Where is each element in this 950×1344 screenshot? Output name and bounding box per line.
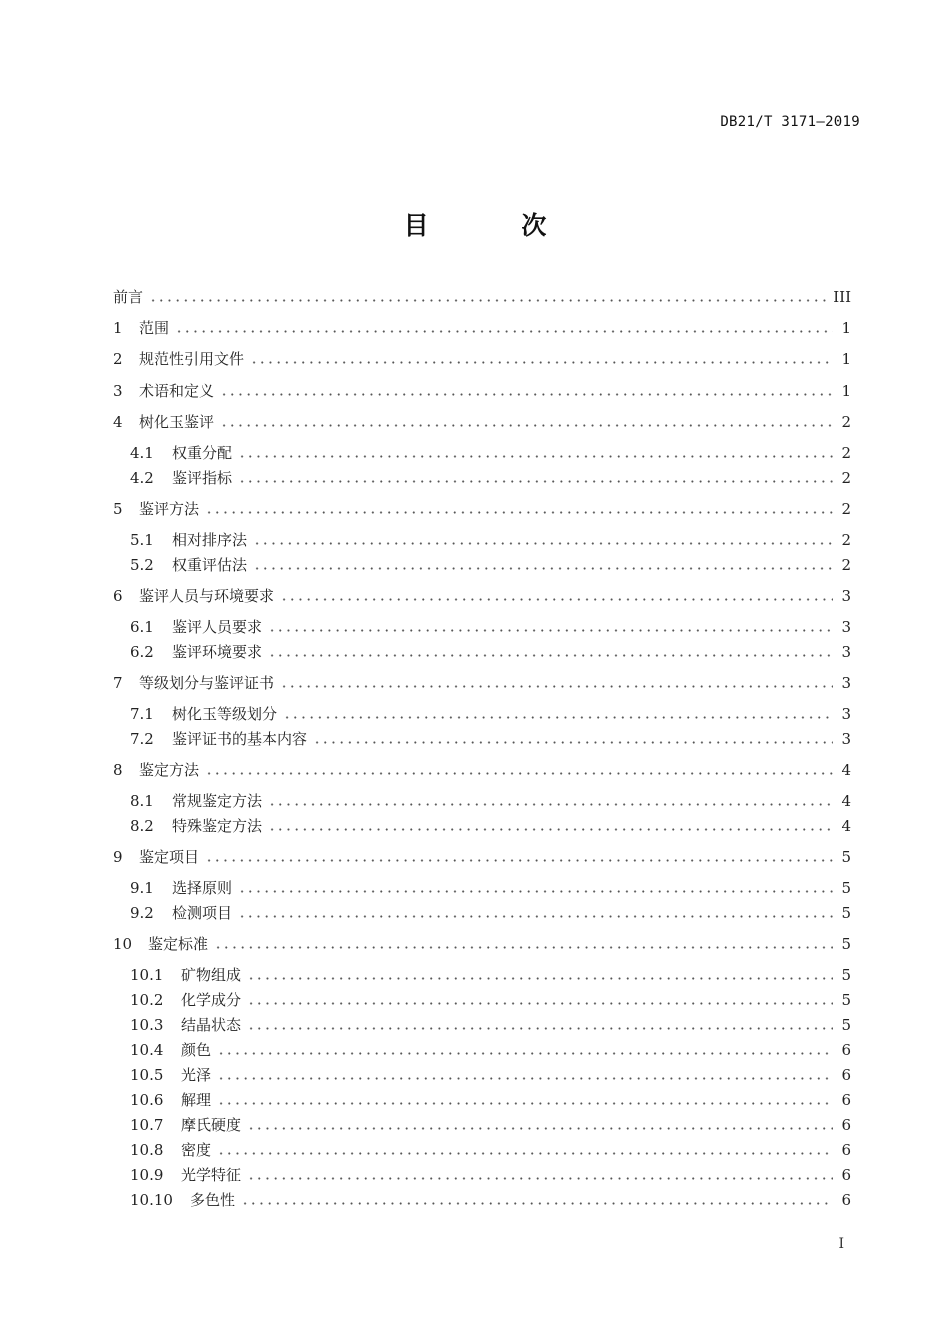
toc-entry-page: 5 <box>841 966 851 984</box>
toc-entry-page: 5 <box>841 848 851 866</box>
toc-entry-page: 4 <box>841 792 851 810</box>
toc-entry-number: 7.1 <box>130 705 154 723</box>
toc-dot-leader <box>247 1027 833 1030</box>
toc-dot-leader <box>268 828 833 831</box>
page-number: I <box>838 1236 844 1252</box>
toc-dot-leader <box>205 772 833 775</box>
toc-entry[interactable] <box>113 902 851 924</box>
toc-entry-page: 5 <box>841 879 851 897</box>
toc-entry[interactable] <box>113 1114 851 1136</box>
toc-dot-leader <box>253 542 833 545</box>
toc-entry-label: 鉴定方法 <box>139 761 200 779</box>
toc-entry-label: 多色性 <box>190 1191 236 1209</box>
toc-entry-label: 常规鉴定方法 <box>172 792 263 810</box>
toc-dot-leader <box>247 1177 833 1180</box>
toc-dot-leader <box>268 629 833 632</box>
toc-entry[interactable] <box>113 877 851 899</box>
toc-entry[interactable] <box>113 1139 851 1161</box>
toc-dot-leader <box>220 424 833 427</box>
toc-entry[interactable] <box>113 585 851 607</box>
toc-entry-number: 10.10 <box>130 1191 173 1209</box>
toc-entry-label: 结晶状态 <box>181 1016 242 1034</box>
toc-entry[interactable] <box>113 759 851 781</box>
toc-dot-leader <box>214 946 833 949</box>
toc-dot-leader <box>253 567 833 570</box>
toc-entry-label: 鉴评指标 <box>172 469 233 487</box>
toc-entry-label: 选择原则 <box>172 879 233 897</box>
toc-entry-page: 6 <box>841 1116 851 1134</box>
toc-entry-number: 8 <box>113 761 123 779</box>
toc-dot-leader <box>217 1052 833 1055</box>
toc-entry-number: 10.5 <box>130 1066 164 1084</box>
toc-entry-page: 2 <box>841 444 851 462</box>
toc-entry-page: 6 <box>841 1066 851 1084</box>
toc-entry-number: 10.8 <box>130 1141 164 1159</box>
toc-entry-label: 术语和定义 <box>139 382 215 400</box>
toc-entry-number: 3 <box>113 382 123 400</box>
toc-entry[interactable] <box>113 529 851 551</box>
toc-entry-label: 树化玉等级划分 <box>172 705 278 723</box>
toc-entry-label: 鉴评人员要求 <box>172 618 263 636</box>
toc-entry-label: 光泽 <box>181 1066 212 1084</box>
toc-entry-number: 5.2 <box>130 556 154 574</box>
toc-entry[interactable] <box>113 815 851 837</box>
document-code: DB21/T 3171—2019 <box>720 114 860 130</box>
toc-entry-page: 5 <box>841 935 851 953</box>
toc-entry-number: 10.4 <box>130 1041 164 1059</box>
toc-entry[interactable] <box>113 1164 851 1186</box>
toc-entry[interactable] <box>113 1189 851 1211</box>
toc-entry-label: 鉴定标准 <box>148 935 209 953</box>
toc-entry-label: 特殊鉴定方法 <box>172 817 263 835</box>
toc-entry-label: 权重评估法 <box>172 556 248 574</box>
toc-entry-number: 10 <box>113 935 133 953</box>
toc-entry[interactable] <box>113 1014 851 1036</box>
toc-entry-page: 2 <box>841 413 851 431</box>
toc-entry-label: 鉴定项目 <box>139 848 200 866</box>
toc-entry[interactable] <box>113 1039 851 1061</box>
toc-entry-number: 9.2 <box>130 904 154 922</box>
toc-dot-leader <box>283 716 833 719</box>
toc-entry-number: 4 <box>113 413 123 431</box>
toc-dot-leader <box>238 455 833 458</box>
toc-entry-number: 4.2 <box>130 469 154 487</box>
toc-dot-leader <box>205 511 833 514</box>
toc-entry-page: 3 <box>841 674 851 692</box>
toc-dot-leader <box>268 654 833 657</box>
toc-entry[interactable] <box>113 1064 851 1086</box>
toc-entry-number: 7.2 <box>130 730 154 748</box>
toc-entry-number: 9 <box>113 848 123 866</box>
toc-entry[interactable] <box>113 616 851 638</box>
toc-entry-page: 6 <box>841 1091 851 1109</box>
toc-entry-label: 检测项目 <box>172 904 233 922</box>
toc-dot-leader <box>268 803 833 806</box>
toc-entry-number: 6 <box>113 587 123 605</box>
toc-entry-page: 6 <box>841 1166 851 1184</box>
toc-entry[interactable] <box>113 498 851 520</box>
toc-entry[interactable] <box>113 641 851 663</box>
toc-dot-leader <box>247 977 833 980</box>
toc-entry-number: 8.1 <box>130 792 154 810</box>
toc-entry-number: 4.1 <box>130 444 154 462</box>
toc-entry-page: 5 <box>841 1016 851 1034</box>
toc-entry-label: 鉴评证书的基本内容 <box>172 730 308 748</box>
toc-entry-number: 6.1 <box>130 618 154 636</box>
toc-entry[interactable] <box>113 467 851 489</box>
toc-entry[interactable] <box>113 846 851 868</box>
toc-entry-label: 矿物组成 <box>181 966 242 984</box>
toc-entry[interactable] <box>113 1089 851 1111</box>
toc-dot-leader <box>238 890 833 893</box>
toc-entry-number: 10.7 <box>130 1116 164 1134</box>
toc-entry-page: 1 <box>841 319 851 337</box>
toc-entry-number: 9.1 <box>130 879 154 897</box>
toc-entry-page: 3 <box>841 587 851 605</box>
toc-entry[interactable] <box>113 286 851 308</box>
toc-entry-page: 6 <box>841 1041 851 1059</box>
toc-entry[interactable] <box>113 348 851 370</box>
toc-dot-leader <box>220 393 833 396</box>
toc-entry-page: 6 <box>841 1191 851 1209</box>
toc-entry-label: 树化玉鉴评 <box>139 413 215 431</box>
toc-dot-leader <box>217 1102 833 1105</box>
toc-entry-page: 4 <box>841 817 851 835</box>
toc-entry[interactable] <box>113 442 851 464</box>
toc-entry-page: III <box>833 288 851 306</box>
toc-entry[interactable] <box>113 411 851 433</box>
toc-entry-page: 6 <box>841 1141 851 1159</box>
toc-entry-page: 2 <box>841 556 851 574</box>
toc-dot-leader <box>149 299 827 302</box>
toc-entry[interactable] <box>113 672 851 694</box>
toc-entry-page: 2 <box>841 469 851 487</box>
toc-entry-label: 密度 <box>181 1141 212 1159</box>
toc-dot-leader <box>175 330 833 333</box>
toc-entry-label: 摩氏硬度 <box>181 1116 242 1134</box>
toc-entry-label: 范围 <box>139 319 170 337</box>
toc-dot-leader <box>217 1152 833 1155</box>
toc-dot-leader <box>238 915 833 918</box>
toc-entry-page: 1 <box>841 350 851 368</box>
toc-entry-label: 权重分配 <box>172 444 233 462</box>
toc-entry-label: 鉴评人员与环境要求 <box>139 587 275 605</box>
toc-entry-page: 3 <box>841 643 851 661</box>
toc-entry-number: 10.6 <box>130 1091 164 1109</box>
toc-entry-label: 规范性引用文件 <box>139 350 245 368</box>
toc-dot-leader <box>217 1077 833 1080</box>
toc-entry-number: 1 <box>113 319 123 337</box>
toc-entry-page: 3 <box>841 618 851 636</box>
toc-dot-leader <box>205 859 833 862</box>
toc-entry-page: 2 <box>841 531 851 549</box>
toc-entry-page: 5 <box>841 991 851 1009</box>
toc-entry[interactable] <box>113 703 851 725</box>
toc-entry-number: 8.2 <box>130 817 154 835</box>
toc-dot-leader <box>280 598 833 601</box>
toc-entry-number: 7 <box>113 674 123 692</box>
toc-entry-page: 3 <box>841 730 851 748</box>
toc-entry[interactable] <box>113 380 851 402</box>
toc-entry-label: 光学特征 <box>181 1166 242 1184</box>
toc-entry[interactable] <box>113 317 851 339</box>
toc-entry-page: 1 <box>841 382 851 400</box>
toc-dot-leader <box>241 1202 833 1205</box>
toc-entry-page: 5 <box>841 904 851 922</box>
toc-entry-page: 3 <box>841 705 851 723</box>
toc-entry-number: 10.9 <box>130 1166 164 1184</box>
toc-entry-page: 4 <box>841 761 851 779</box>
toc-dot-leader <box>238 480 833 483</box>
toc-dot-leader <box>250 361 833 364</box>
toc-entry-label: 鉴评方法 <box>139 500 200 518</box>
toc-entry-page: 2 <box>841 500 851 518</box>
toc-entry[interactable] <box>113 933 851 955</box>
toc-entry-number: 2 <box>113 350 123 368</box>
toc-entry-number: 5 <box>113 500 123 518</box>
toc-dot-leader <box>247 1002 833 1005</box>
toc-entry[interactable] <box>113 728 851 750</box>
toc-dot-leader <box>247 1127 833 1130</box>
toc-entry-label: 解理 <box>181 1091 212 1109</box>
toc-entry-label: 颜色 <box>181 1041 212 1059</box>
toc-entry-label: 等级划分与鉴评证书 <box>139 674 275 692</box>
toc-entry[interactable] <box>113 964 851 986</box>
toc-entry[interactable] <box>113 554 851 576</box>
toc-entry-label: 化学成分 <box>181 991 242 1009</box>
toc-entry-number: 5.1 <box>130 531 154 549</box>
toc-entry[interactable] <box>113 790 851 812</box>
toc-entry-label: 鉴评环境要求 <box>172 643 263 661</box>
toc-dot-leader <box>313 741 833 744</box>
toc-entry-number: 10.1 <box>130 966 164 984</box>
toc-entry-label: 相对排序法 <box>172 531 248 549</box>
page-title: 目 次 <box>403 211 589 240</box>
toc-entry-number: 6.2 <box>130 643 154 661</box>
toc-entry-label: 前言 <box>113 288 144 306</box>
toc-entry-number: 10.2 <box>130 991 164 1009</box>
toc-entry-number: 10.3 <box>130 1016 164 1034</box>
toc-dot-leader <box>280 685 833 688</box>
toc-entry[interactable] <box>113 989 851 1011</box>
